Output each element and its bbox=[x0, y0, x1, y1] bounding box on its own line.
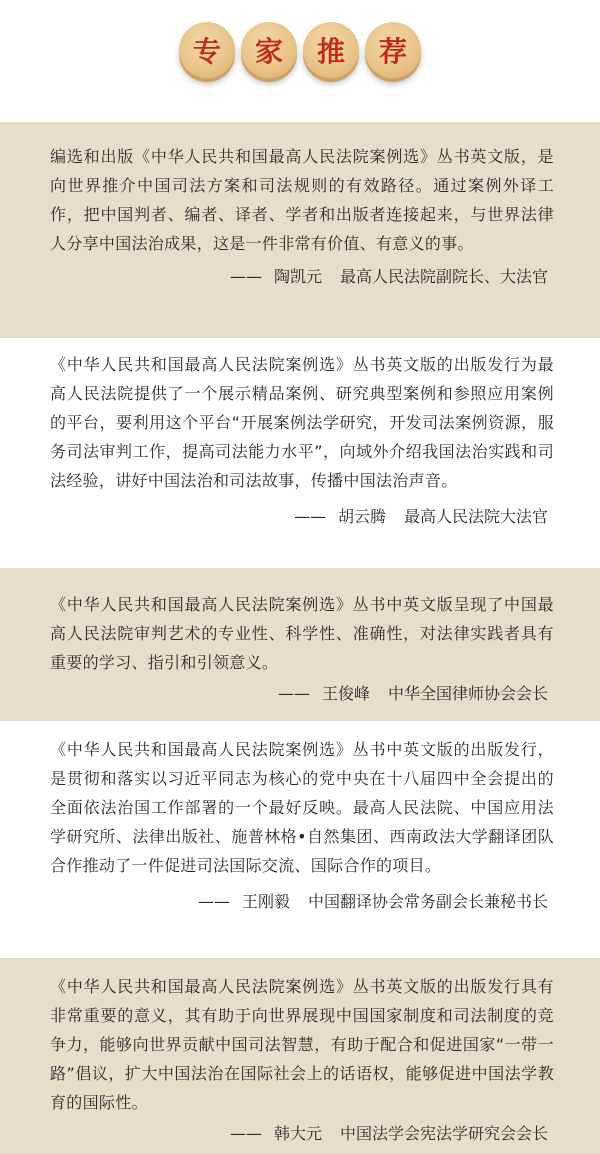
recommendation-attribution bbox=[50, 887, 554, 916]
header-char-circle: 专 bbox=[179, 22, 235, 78]
recommender-title: 最高人民法院副院长、大法官 bbox=[339, 267, 548, 286]
header-char-circle: 家 bbox=[241, 22, 297, 78]
attribution-dash: —— bbox=[197, 892, 230, 911]
recommender-name: 韩大元 bbox=[273, 1124, 322, 1143]
recommendation-block bbox=[0, 338, 600, 568]
recommendation-attribution bbox=[50, 502, 554, 531]
recommendation-block bbox=[0, 568, 600, 721]
recommender-title: 中华全国律师协会会长 bbox=[387, 684, 548, 703]
recommender-name: 王俊峰 bbox=[321, 684, 370, 703]
recommendation-attribution bbox=[50, 1119, 554, 1148]
recommender-title: 中国法学会宪法学研究会会长 bbox=[339, 1124, 548, 1143]
recommendation-attribution bbox=[50, 679, 554, 708]
recommender-name: 陶凯元 bbox=[273, 267, 322, 286]
recommendation-text: 《中华人民共和国最高人民法院案例选》丛书英文版的出版发行为最高人民法院提供了一个展示精品案例、研究典型案例和参照应用案例的平台，要利用这个平台“开展案例法学研究，开发司法案例资源，服务司法审判工作，提高司法能力水平”，向域外介绍我国法治实践和司法经验，讲好中国法治和司法故事，传播中国法治声音。 bbox=[50, 355, 554, 490]
recommendation-attribution bbox=[50, 262, 554, 291]
recommender-title: 中国翻译协会常务副会长兼秘书长 bbox=[307, 892, 548, 911]
attribution-dash: —— bbox=[293, 507, 326, 526]
header-char-circle: 荐 bbox=[365, 22, 421, 78]
header-char-circle: 推 bbox=[303, 22, 359, 78]
recommendation-block bbox=[0, 122, 600, 338]
recommendation-text: 《中华人民共和国最高人民法院案例选》丛书英文版的出版发行具有非常重要的意义，其有助于向世界展现中国国家制度和司法制度的竞争力，能够向世界贡献中国司法智慧，有助于配合和促进国家“一带一路”倡议，扩大中国法治在国际社会上的话语权，能够促进中国法学教育的国际性。 bbox=[50, 977, 554, 1112]
recommendation-text: 《中华人民共和国最高人民法院案例选》丛书中英文版的出版发行，是贯彻和落实以习近平同志为核心的党中央在十八届四中全会提出的全面依法治国工作部署的一个最好反映。最高人民法院、中国应用法学研究所、法律出版社、施普林格•自然集团、西南政法大学翻译团队合作推动了一件促进司法国际交流、国际合作的项目。 bbox=[50, 740, 554, 875]
recommendation-block bbox=[0, 721, 600, 958]
recommender-name: 胡云腾 bbox=[337, 507, 386, 526]
recommendation-block bbox=[0, 958, 600, 1154]
recommender-name: 王刚毅 bbox=[241, 892, 290, 911]
recommendation-text: 编选和出版《中华人民共和国最高人民法院案例选》丛书英文版，是向世界推介中国司法方案和司法规则的有效路径。通过案例外译工作，把中国判者、编者、译者、学者和出版者连接起来，与世界法律人分享中国法治成果，这是一件非常有价值、有意义的事。 bbox=[50, 147, 554, 253]
attribution-dash: —— bbox=[229, 267, 262, 286]
attribution-dash: —— bbox=[277, 684, 310, 703]
attribution-dash: —— bbox=[229, 1124, 262, 1143]
recommendation-text: 《中华人民共和国最高人民法院案例选》丛书中英文版呈现了中国最高人民法院审判艺术的专业性、科学性、准确性，对法律实践者具有重要的学习、指引和引领意义。 bbox=[50, 595, 554, 672]
recommender-title: 最高人民法院大法官 bbox=[403, 507, 548, 526]
section-header bbox=[0, 0, 600, 122]
